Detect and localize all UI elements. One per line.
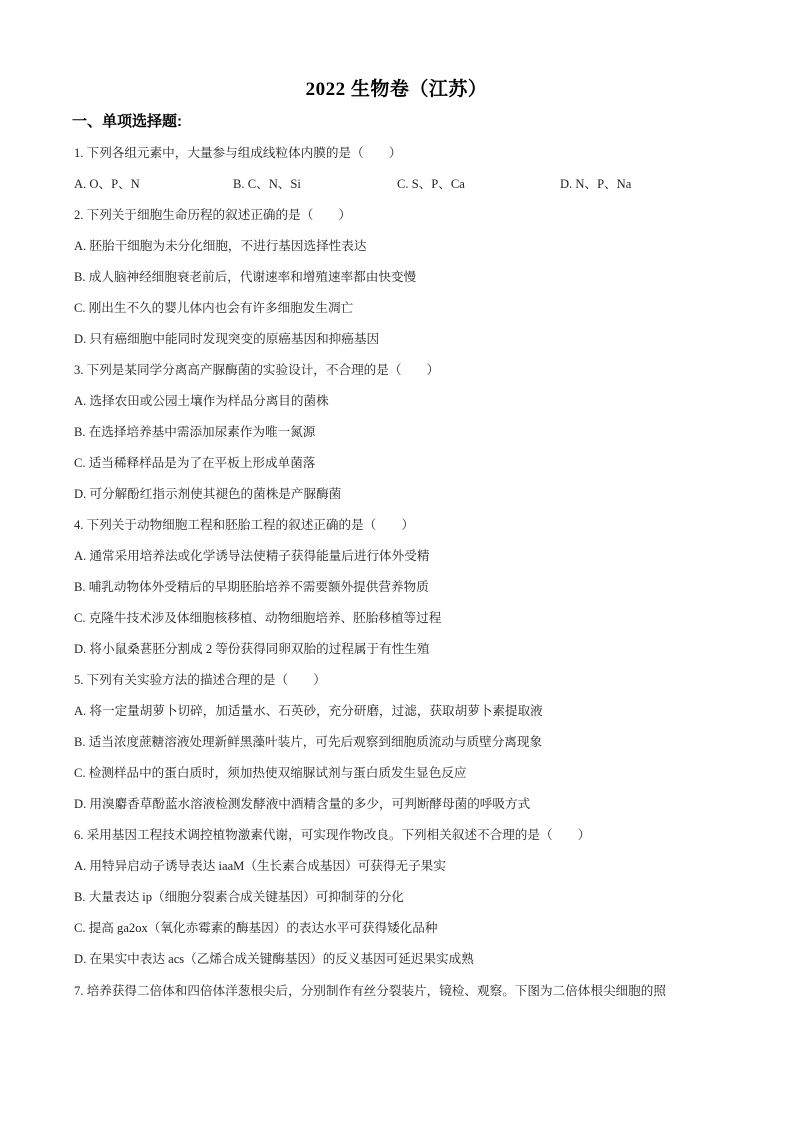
question-3-option-d: D. 可分解酚红指示剂使其褪色的菌株是产脲酶菌: [74, 487, 342, 501]
question-2-option-a: A. 胚胎干细胞为未分化细胞，不进行基因选择性表达: [74, 239, 367, 253]
question-4-option-c: C. 克隆牛技术涉及体细胞核移植、动物细胞培养、胚胎移植等过程: [74, 611, 442, 625]
question-4-option-d: D. 将小鼠桑葚胚分割成 2 等份获得同卵双胎的过程属于有性生殖: [74, 642, 430, 656]
question-5-option-a: A. 将一定量胡萝卜切碎，加适量水、石英砂，充分研磨，过滤，获取胡萝卜素提取液: [74, 704, 543, 718]
question-5-option-b: B. 适当浓度蔗糖溶液处理新鲜黑藻叶装片，可先后观察到细胞质流动与质壁分离现象: [74, 735, 543, 749]
question-3-stem: 3. 下列是某同学分离高产脲酶菌的实验设计，不合理的是（ ）: [74, 363, 440, 377]
page-title: 2022 生物卷（江苏）: [305, 79, 488, 100]
question-6-option-c: C. 提高 ga2ox（氧化赤霉素的酶基因）的表达水平可获得矮化品种: [74, 921, 438, 935]
question-2-option-d: D. 只有癌细胞中能同时发现突变的原癌基因和抑癌基因: [74, 332, 380, 346]
question-6-option-a: A. 用特异启动子诱导表达 iaaM（生长素合成基因）可获得无子果实: [74, 859, 446, 873]
question-4-option-b: B. 哺乳动物体外受精后的早期胚胎培养不需要额外提供营养物质: [74, 580, 429, 594]
question-3-option-a: A. 选择农田或公园土壤作为样品分离目的菌株: [74, 394, 329, 408]
question-6-stem: 6. 采用基因工程技术调控植物激素代谢，可实现作物改良。下列相关叙述不合理的是（ ）: [74, 828, 591, 842]
question-4-option-a: A. 通常采用培养法或化学诱导法使精子获得能量后进行体外受精: [74, 549, 430, 563]
question-5-option-c: C. 检测样品中的蛋白质时，须加热使双缩脲试剂与蛋白质发生显色反应: [74, 766, 467, 780]
question-1-stem: 1. 下列各组元素中，大量参与组成线粒体内膜的是（ ）: [74, 146, 402, 160]
question-1-option-b: B. C、N、Si: [233, 177, 301, 191]
question-1-option-c: C. S、P、Ca: [397, 177, 465, 191]
question-5-option-d: D. 用溴麝香草酚蓝水溶液检测发酵液中酒精含量的多少，可判断酵母菌的呼吸方式: [74, 797, 531, 811]
question-2-option-b: B. 成人脑神经细胞衰老前后，代谢速率和增殖速率都由快变慢: [74, 270, 417, 284]
question-1-option-a: A. O、P、N: [74, 177, 140, 191]
question-4-stem: 4. 下列关于动物细胞工程和胚胎工程的叙述正确的是（ ）: [74, 518, 415, 532]
question-3-option-c: C. 适当稀释样品是为了在平板上形成单菌落: [74, 456, 316, 470]
section-heading: 一、单项选择题:: [72, 113, 182, 130]
question-1-option-d: D. N、P、Na: [560, 177, 632, 191]
question-6-option-b: B. 大量表达 ip（细胞分裂素合成关键基因）可抑制芽的分化: [74, 890, 404, 904]
question-5-stem: 5. 下列有关实验方法的描述合理的是（ ）: [74, 673, 326, 687]
question-6-option-d: D. 在果实中表达 acs（乙烯合成关键酶基因）的反义基因可延迟果实成熟: [74, 952, 474, 966]
question-2-option-c: C. 刚出生不久的婴儿体内也会有许多细胞发生凋亡: [74, 301, 354, 315]
question-3-option-b: B. 在选择培养基中需添加尿素作为唯一氮源: [74, 425, 316, 439]
question-2-stem: 2. 下列关于细胞生命历程的叙述正确的是（ ）: [74, 208, 352, 222]
question-7-stem: 7. 培养获得二倍体和四倍体洋葱根尖后，分别制作有丝分裂装片，镜检、观察。下图为二倍体根尖细胞的照: [74, 984, 666, 998]
